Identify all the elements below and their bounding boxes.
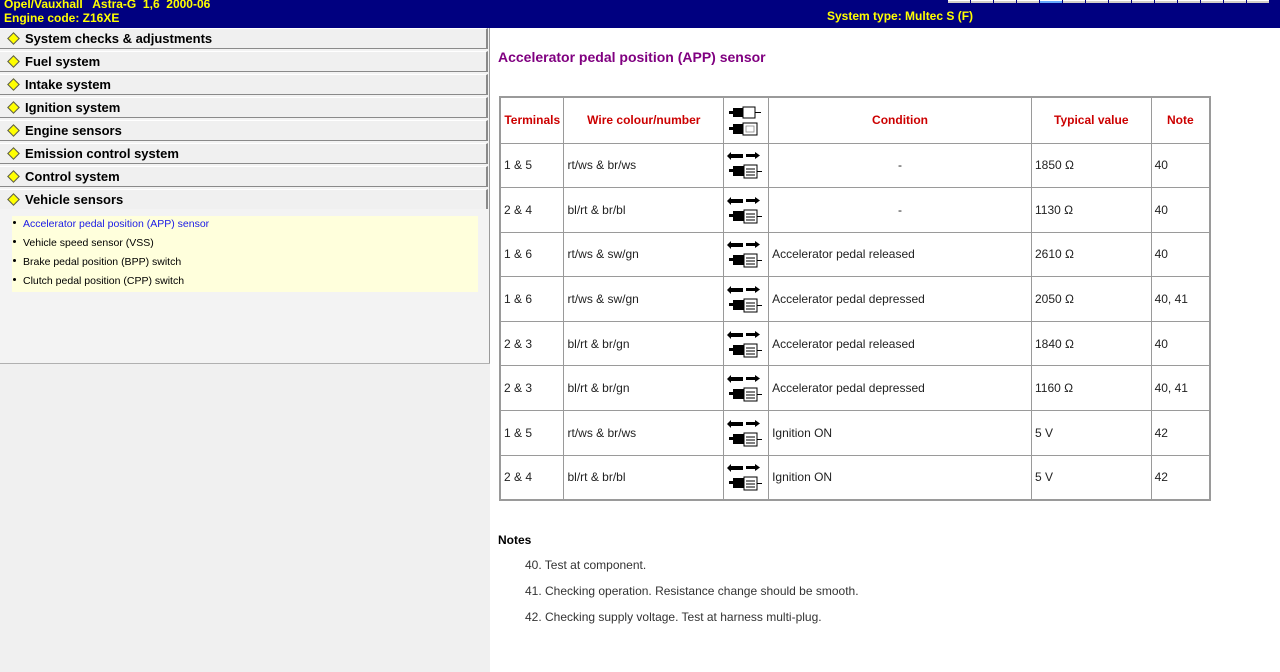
toolbar-button[interactable] [1017,0,1039,3]
connector-probe-icon [727,459,765,495]
sidebar-item-label: Engine sensors [25,123,122,138]
table-row [500,188,1210,233]
table-header-row [500,97,1210,143]
cell-typical-value: 5 V [1031,455,1151,500]
connector-probe-icon [727,370,765,406]
table-row [500,143,1210,188]
sidebar-item-label: Emission control system [25,146,179,161]
connector-probe-icon [727,147,765,183]
toolbar-button[interactable] [1178,0,1200,3]
cell-note: 40 [1151,321,1210,366]
content-pane [491,28,1280,672]
cell-terminals: 1 & 6 [500,232,564,277]
diamond-icon [7,55,20,68]
sidebar-item-fuel-system[interactable] [0,51,488,72]
note-item-42: 42. Checking supply voltage. Test at harness multi-plug. [525,610,822,624]
cell-condition: Accelerator pedal depressed [769,277,1032,322]
cell-condition: Ignition ON [769,411,1032,456]
sidebar-item-label: Intake system [25,77,111,92]
submenu-item-label: Clutch pedal position (CPP) switch [23,275,185,287]
toolbar-button[interactable] [1109,0,1131,3]
app-header [0,0,1280,28]
header-terminals: Terminals [500,97,564,143]
bullet-icon [13,278,16,281]
toolbar-button[interactable] [1247,0,1269,3]
diamond-icon [7,170,20,183]
cell-note: 40, 41 [1151,366,1210,411]
connector-disconnected-icon [727,102,765,138]
cell-terminals: 1 & 5 [500,411,564,456]
cell-terminals: 1 & 5 [500,143,564,188]
cell-connector [724,321,769,366]
header-wire-colour: Wire colour/number [564,97,724,143]
sensor-data-table [499,96,1211,501]
note-item-41: 41. Checking operation. Resistance change should be smooth. [525,584,859,598]
diamond-icon [7,78,20,91]
sidebar-item-label: Control system [25,169,120,184]
notes-title: Notes [498,533,532,547]
vehicle-info: Opel/Vauxhall Astra-G 1,6 2000-06 [4,0,211,11]
toolbar-button[interactable] [971,0,993,3]
cell-wire-colour: rt/ws & br/ws [564,411,724,456]
submenu-item-label: Accelerator pedal position (APP) sensor [23,218,210,230]
toolbar-button[interactable] [948,0,970,3]
cell-note: 40 [1151,232,1210,277]
cell-terminals: 2 & 3 [500,321,564,366]
cell-connector [724,277,769,322]
toolbar-button[interactable] [1040,0,1062,3]
toolbar [948,0,1270,3]
cell-connector [724,455,769,500]
bullet-icon [13,259,16,262]
diamond-icon [7,32,20,45]
toolbar-button[interactable] [1086,0,1108,3]
submenu-item-label: Brake pedal position (BPP) switch [23,256,182,268]
cell-wire-colour: bl/rt & br/bl [564,188,724,233]
sidebar-item-system-checks[interactable] [0,28,488,49]
cell-wire-colour: rt/ws & sw/gn [564,232,724,277]
engine-code: Engine code: Z16XE [4,11,120,25]
system-type: System type: Multec S (F) [827,9,974,23]
table-row [500,411,1210,456]
header-connector [724,97,769,143]
cell-typical-value: 2050 Ω [1031,277,1151,322]
connector-probe-icon [727,281,765,317]
diamond-icon [7,193,20,206]
cell-connector [724,188,769,233]
table-row [500,232,1210,277]
cell-terminals: 2 & 3 [500,366,564,411]
diamond-icon [7,124,20,137]
cell-note: 42 [1151,411,1210,456]
cell-connector [724,366,769,411]
cell-wire-colour: rt/ws & br/ws [564,143,724,188]
cell-note: 42 [1151,455,1210,500]
cell-typical-value: 2610 Ω [1031,232,1151,277]
sidebar-item-ignition-system[interactable] [0,97,488,118]
sidebar-item-label: Fuel system [25,54,101,69]
cell-terminals: 2 & 4 [500,188,564,233]
cell-note: 40 [1151,143,1210,188]
diamond-icon [7,147,20,160]
cell-note: 40, 41 [1151,277,1210,322]
cell-note: 40 [1151,188,1210,233]
toolbar-button[interactable] [1132,0,1154,3]
cell-wire-colour: bl/rt & br/gn [564,321,724,366]
table-row [500,455,1210,500]
header-note: Note [1151,97,1210,143]
cell-typical-value: 1160 Ω [1031,366,1151,411]
connector-probe-icon [727,192,765,228]
connector-probe-icon [727,236,765,272]
connector-probe-icon [727,415,765,451]
diamond-icon [7,101,20,114]
cell-typical-value: 5 V [1031,411,1151,456]
page-title: Accelerator pedal position (APP) sensor [498,49,766,65]
sidebar-item-label: System checks & adjustments [25,31,213,46]
cell-condition: Accelerator pedal released [769,232,1032,277]
bullet-icon [13,240,16,243]
sidebar-item-engine-sensors[interactable] [0,120,488,141]
bullet-icon [13,221,16,224]
cell-typical-value: 1850 Ω [1031,143,1151,188]
toolbar-button[interactable] [1155,0,1177,3]
cell-condition: Ignition ON [769,455,1032,500]
toolbar-button[interactable] [994,0,1016,3]
cell-condition: Accelerator pedal depressed [769,366,1032,411]
sidebar-item-vehicle-sensors[interactable] [0,189,488,209]
cell-condition: - [769,143,1032,188]
cell-typical-value: 1130 Ω [1031,188,1151,233]
sidebar [0,28,490,672]
cell-wire-colour: rt/ws & sw/gn [564,277,724,322]
vehicle-sensors-submenu [12,216,478,292]
table-row [500,321,1210,366]
cell-connector [724,143,769,188]
table-row [500,277,1210,322]
connector-probe-icon [727,326,765,362]
toolbar-button[interactable] [1201,0,1223,3]
toolbar-button[interactable] [1063,0,1085,3]
cell-condition: - [769,188,1032,233]
sidebar-item-label: Vehicle sensors [25,192,124,207]
cell-wire-colour: bl/rt & br/bl [564,455,724,500]
cell-connector [724,232,769,277]
sidebar-item-intake-system[interactable] [0,74,488,95]
header-condition: Condition [769,97,1032,143]
cell-typical-value: 1840 Ω [1031,321,1151,366]
cell-condition: Accelerator pedal released [769,321,1032,366]
sidebar-lower-pane [0,364,490,672]
sidebar-item-label: Ignition system [25,100,121,115]
note-item-40: 40. Test at component. [525,558,647,572]
cell-terminals: 1 & 6 [500,277,564,322]
submenu-item-label: Vehicle speed sensor (VSS) [23,237,154,249]
toolbar-button[interactable] [1224,0,1246,3]
header-typical-value: Typical value [1031,97,1151,143]
cell-connector [724,411,769,456]
cell-terminals: 2 & 4 [500,455,564,500]
sidebar-item-emission-control[interactable] [0,143,488,164]
table-row [500,366,1210,411]
cell-wire-colour: bl/rt & br/gn [564,366,724,411]
sidebar-item-control-system[interactable] [0,166,488,187]
